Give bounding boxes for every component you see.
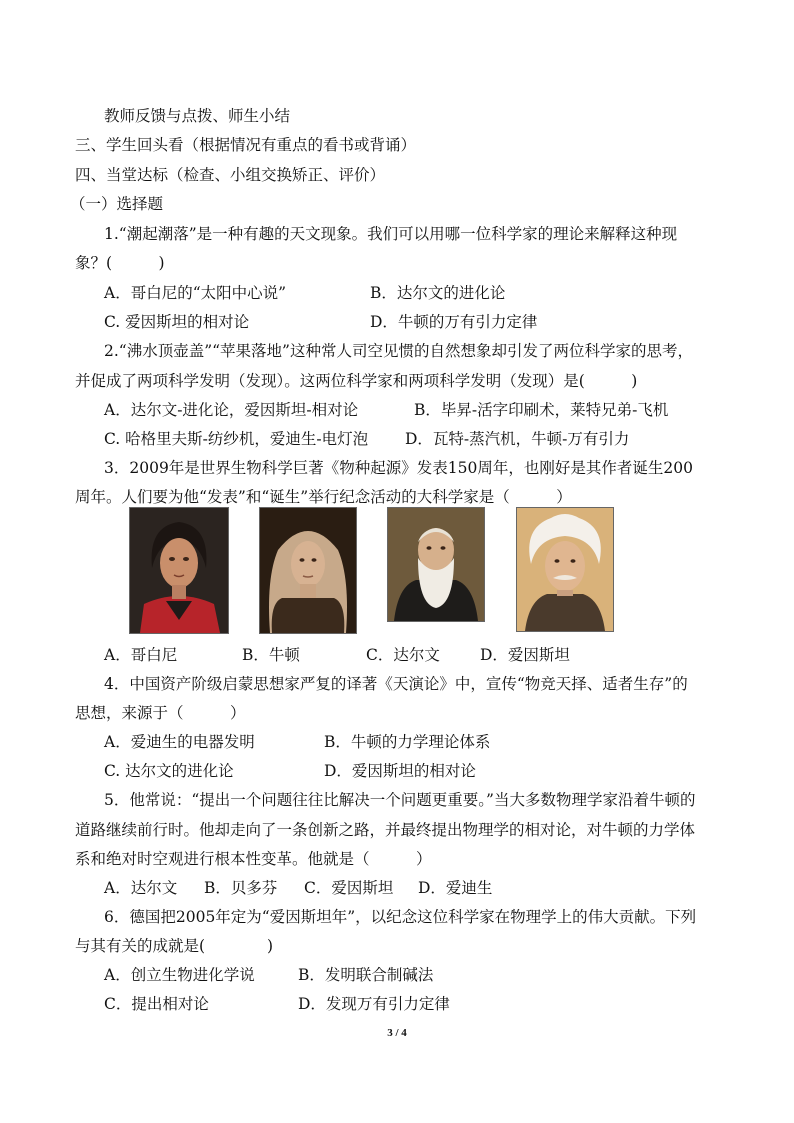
q3-option-d: D．爱因斯坦 bbox=[480, 646, 570, 664]
copernicus-portrait bbox=[129, 507, 229, 634]
section-review-heading: 三、学生回头看（根据情况有重点的看书或背诵） bbox=[75, 136, 417, 154]
q5-stem-line3: 系和绝对时空观进行根本性变革。他就是（ ） bbox=[75, 850, 432, 868]
section-test-heading: 四、当堂达标（检查、小组交换矫正、评价） bbox=[75, 166, 386, 184]
q1-option-b: B．达尔文的进化论 bbox=[370, 284, 506, 302]
darwin-portrait bbox=[387, 507, 485, 622]
q3-option-a: A．哥白尼 bbox=[104, 646, 178, 664]
choice-heading: （一）选择题 bbox=[70, 195, 164, 213]
q4-option-d: D．爱因斯坦的相对论 bbox=[324, 762, 476, 780]
q3-stem-line2: 周年。人们要为他“发表”和“诞生”举行纪念活动的大科学家是（ ） bbox=[75, 488, 572, 506]
q5-stem-line2: 道路继续前行时。他却走向了一条创新之路，并最终提出物理学的相对论，对牛顿的力学体 bbox=[75, 821, 696, 839]
q2-stem-line2: 并促成了两项科学发明（发现）。这两位科学家和两项科学发明（发现）是( ) bbox=[75, 372, 638, 390]
q3-stem-line1: 3．2009年是世界生物科学巨著《物种起源》发表150周年，也刚好是其作者诞生200 bbox=[104, 459, 693, 477]
feedback-line: 教师反馈与点拨、师生小结 bbox=[104, 107, 291, 125]
q3-option-c: C．达尔文 bbox=[366, 646, 440, 664]
q4-option-a: A．爱迪生的电器发明 bbox=[104, 733, 255, 751]
q6-option-d: D．发现万有引力定律 bbox=[298, 995, 450, 1013]
newton-portrait bbox=[259, 507, 357, 634]
q4-stem-line2: 思想，来源于（ ） bbox=[75, 704, 246, 722]
q2-option-b: B．毕昇-活字印刷术，莱特兄弟-飞机 bbox=[414, 401, 669, 419]
q4-option-b: B．牛顿的力学理论体系 bbox=[324, 733, 491, 751]
q1-option-d: D．牛顿的万有引力定律 bbox=[370, 313, 538, 331]
q6-option-a: A．创立生物进化学说 bbox=[104, 966, 255, 984]
q5-option-c: C．爱因斯坦 bbox=[304, 879, 394, 897]
q5-option-d: D．爱迪生 bbox=[418, 879, 493, 897]
q1-stem-line2: 象？( ) bbox=[75, 254, 165, 272]
q1-stem-line1: 1.“潮起潮落”是一种有趣的天文现象。我们可以用哪一位科学家的理论来解释这种现 bbox=[104, 225, 678, 243]
page-number: 3 / 4 bbox=[387, 1027, 407, 1039]
q4-option-c: C. 达尔文的进化论 bbox=[104, 762, 234, 780]
q5-option-b: B．贝多芬 bbox=[204, 879, 278, 897]
q3-option-b: B．牛顿 bbox=[242, 646, 300, 664]
q1-option-a: A．哥白尼的“太阳中心说” bbox=[104, 284, 287, 302]
q2-option-c: C. 哈格里夫斯-纺纱机，爱迪生-电灯泡 bbox=[104, 430, 369, 448]
q6-stem-line2: 与其有关的成就是( ) bbox=[75, 937, 274, 955]
q2-stem-line1: 2.“沸水顶壶盖”“苹果落地”这种常人司空见惯的自然想象却引发了两位科学家的思考， bbox=[104, 342, 693, 360]
q1-option-c: C. 爱因斯坦的相对论 bbox=[104, 313, 250, 331]
q6-option-b: B．发明联合制碱法 bbox=[298, 966, 434, 984]
q6-stem-line1: 6．德国把2005年定为“爱因斯坦年”，以纪念这位科学家在物理学上的伟大贡献。下列 bbox=[104, 908, 697, 926]
q2-option-a: A．达尔文-进化论，爱因斯坦-相对论 bbox=[104, 401, 359, 419]
q5-stem-line1: 5．他常说：“提出一个问题往往比解决一个问题更重要。”当大多数物理学家沿着牛顿的 bbox=[104, 791, 696, 809]
q4-stem-line1: 4．中国资产阶级启蒙思想家严复的译著《天演论》中，宣传“物竞天择、适者生存”的 bbox=[104, 675, 688, 693]
q5-option-a: A．达尔文 bbox=[104, 879, 178, 897]
q6-option-c: C．提出相对论 bbox=[104, 995, 209, 1013]
einstein-portrait bbox=[516, 507, 614, 632]
q2-option-d: D．瓦特-蒸汽机，牛顿-万有引力 bbox=[405, 430, 630, 448]
